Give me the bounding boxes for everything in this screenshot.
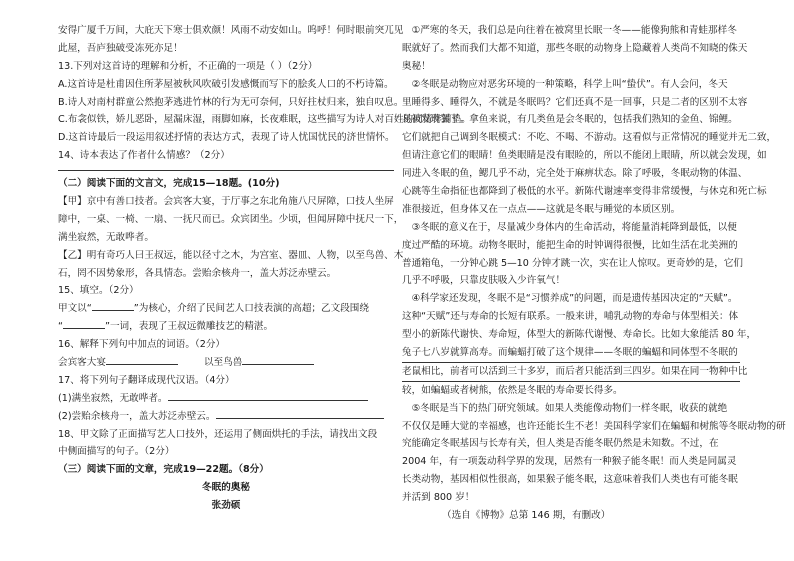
article-source: （选自《博物》总第 146 期，有删改） [442,510,611,522]
question-18-line: 18、甲文除了正面描写艺人口技外，还运用了侧面烘托的手法，请找出文段 [58,428,378,440]
q16-item-b: 以至鸟兽 [203,357,243,369]
article-author: 张劲硕 [211,500,241,512]
q17-item-2 [58,408,394,426]
paragraph-2-line: 心跳等生命指征也都降到了极低的水平。新陈代谢速率变得非常缓慢，与休克和死亡标 [402,186,767,198]
paragraph-4-underlined-line: 老鼠相比，前者可以活到三十多岁，而后者只能活到三四岁。如果在同一物种中比 [402,363,740,382]
article-title: 冬眠的奥秘 [202,482,250,494]
passage-jia-line: 障中，一桌、一椅、一扇、一抚尺而已。众宾团坐。少顷，但闻屏障中抚尺一下， [58,213,404,225]
paragraph-1-line: ①严寒的冬天，我们总是向往着在被窝里长眠一冬——能像狗熊和青蛙那样冬 [411,25,737,36]
paragraph-2-line: 但请注意它们的眼睛！鱼类眼睛是没有眼睑的，所以不能闭上眼睛，所以就会发现，如 [402,150,767,162]
paragraph-2-line: 易被发现罢了。拿鱼来说，有几类鱼是会冬眠的，包括我们熟知的金鱼、锦鲤。 [402,114,738,126]
question-18-line: 中侧面描写的句子。（2分） [58,446,175,458]
option-d: D.这首诗最后一段运用叙述抒情的表达方式，表现了诗人忧国忧民的济世情怀。 [58,132,395,144]
paragraph-5-line: 不仅仅是睡大觉的幸福感，也许还能长生不老！美国科学家们在蝙蝠和树熊等冬眠动物的研 [402,420,786,432]
paragraph-3-line: 几乎不呼吸，只靠皮肤吸入少许氧气！ [402,275,566,287]
q17-blank-2[interactable] [216,408,384,419]
question-16: 16、解释下列句中加点的词语。（2分） [58,339,226,351]
q16-blank-b[interactable] [242,354,314,365]
q16-blank-a[interactable] [106,354,178,365]
q15-text-a1: 甲文以“ [58,303,92,315]
poem-line: 安得广厦千万间，大庇天下寒士俱欢颜！风雨不动安如山。呜呼！何时眼前突兀见 [58,25,404,36]
option-a: A.这首诗是杜甫因住所茅屋被秋风吹破引发感慨而写下的脍炙人口的不朽诗篇。 [58,78,394,90]
paragraph-2-line: 它们就把自己调到冬眠模式：不吃、不喝、不游动。这看似与正常情况的睡觉并无二致， [402,132,777,144]
paragraph-5-line: 并活到 800 岁！ [402,492,475,504]
paragraph-4-line: 型小的新陈代谢快、寿命短，体型大的新陈代谢慢、寿命长。比如大象能活 80 年， [402,329,757,341]
q15-blank-2[interactable] [63,318,105,329]
paragraph-2-line: ②冬眠是动物应对恶劣环境的一种策略，科学上叫“蛰伏”。有人会问，冬天 [411,78,728,90]
poem-line: 此屋，吾庐独破受冻死亦足！ [58,42,183,54]
question-13: 13.下列对这首诗的理解和分析，不正确的一项是（ ）（2分） [58,60,318,72]
paragraph-1-line: 眠就好了。然而我们大都不知道，那些冬眠的动物身上隐藏着人类尚不知晓的侏天 [402,42,748,54]
question-17: 17、将下列句子翻译成现代汉语。（4分） [58,374,235,386]
question-16-items [58,354,394,372]
passage-jia-line: 【甲】京中有善口技者。会宾客大宴，于厅事之东北角施八尺屏障，口技人坐屏 [58,196,394,208]
paragraph-5-line: ⑤冬眠是当下的热门研究领域。如果人类能像动物们一样冬眠，收获的就绝 [411,402,728,414]
paragraph-2-line: 里睡得多、睡得久，不就是冬眠吗？它们还真不是一回事，只是二者的区别不太容 [402,96,748,108]
section-2-title: （二）阅读下面的文言文，完成15—18题。(10分) [58,178,280,190]
paragraph-5-line: 2004 年，有一项轰动科学界的发现，居然有一种猴子能冬眠！而人类是同属灵 [402,456,737,468]
q16-item-a: 会宾客大宴 [58,357,106,369]
question-14: 14、诗本表达了作者什么情感？（2分） [58,150,230,162]
paragraph-2-line: 同进入冬眠的鱼，鳃几乎不动，完全处于麻痹状态。除了呼吸，冬眠动物的体温、 [402,168,748,180]
q17-blank-1[interactable] [168,390,368,401]
paragraph-3-line: 度过严酷的环境。动物冬眠时，能把生命的时钟调得很慢，比如生活在北美洲的 [402,239,738,251]
paragraph-4-line: 这种“天赋”还与寿命的长短有联系。一般来讲，哺乳动物的寿命与体型相关：体 [402,311,739,323]
q15-text-b1: “ [58,321,63,333]
section-3-title: （三）阅读下面的文章，完成19—22题。（8分） [58,464,269,476]
paragraph-2-line: 准很接近，但身体又在一点点——这就是冬眠与睡觉的本质区别。 [402,203,681,215]
q15-text-a2: ”为核心，介绍了民间艺人口技表演的高超；乙文段围绕 [133,303,369,315]
q17-item-2-text: (2)尝贻余核舟一，盖大苏泛赤壁云。 [58,410,216,422]
right-column [402,22,786,525]
paragraph-5-line: 长类动物，基因相似性很高，如果猴子能冬眠，这意味着我们人类也有可能冬眠 [402,474,738,486]
question-15-line-2 [58,318,394,336]
paragraph-4-line: 较，如蝙蝠或者树熊，依然是冬眠的寿命要长得多。 [402,384,623,396]
question-15-line-1 [58,300,394,318]
paragraph-4-line: ④科学家还发现，冬眠不是“习惯养成”的问题，而是遗传基因决定的“天赋”。 [411,293,738,305]
paragraph-5-line: 究能确定冬眠基因与长寿有关，但人类是否能冬眠仍然是未知数。不过，在 [402,438,719,450]
paragraph-1-line: 奥秘！ [402,60,431,72]
answer-line [58,170,394,171]
paragraph-4-underlined-line: 兔子七八岁就算高寿。而蝙蝠打破了这个规律——冬眠的蝙蝠和同体型不冬眠的 [402,344,740,363]
passage-yi-line: 【乙】明有奇巧人曰王叔远，能以径寸之木，为宫室、器皿、人物，以至鸟兽、木 [58,249,404,261]
paragraph-3-line: 普通箱龟，一分钟心跳 5—10 分钟才跳一次，实在让人惊叹。更奇妙的是，它们 [402,257,744,269]
q15-text-b2: ”一词，表现了王叔远微雕技艺的精湛。 [104,321,274,333]
q17-item-1-text: (1)满坐寂然，无敢哗者。 [58,392,168,404]
option-b: B.诗人对南村群童公然抱茅逃进竹林的行为无可奈何，只好拄杖归来，独自叹息。 [58,96,404,108]
option-c: C.布衾似铁，娇儿恶卧，屋漏床湿，雨脚如麻，长夜难眠，这些描写为诗人对百姓的同情作铺垫。 [58,114,471,126]
passage-yi-line: 石，罔不因势象形，各具情态。尝贻余核舟一，盖大苏泛赤壁云。 [58,267,337,279]
paragraph-3-line: ③冬眠的意义在于，尽量减少身体内的生命活动，将能量消耗降到最低，以便 [411,221,737,233]
passage-jia-line: 满坐寂然，无敢哗者。 [58,231,154,243]
q17-item-1 [58,390,394,408]
q15-blank-1[interactable] [92,300,134,311]
question-15: 15、填空。（2分） [58,285,139,297]
